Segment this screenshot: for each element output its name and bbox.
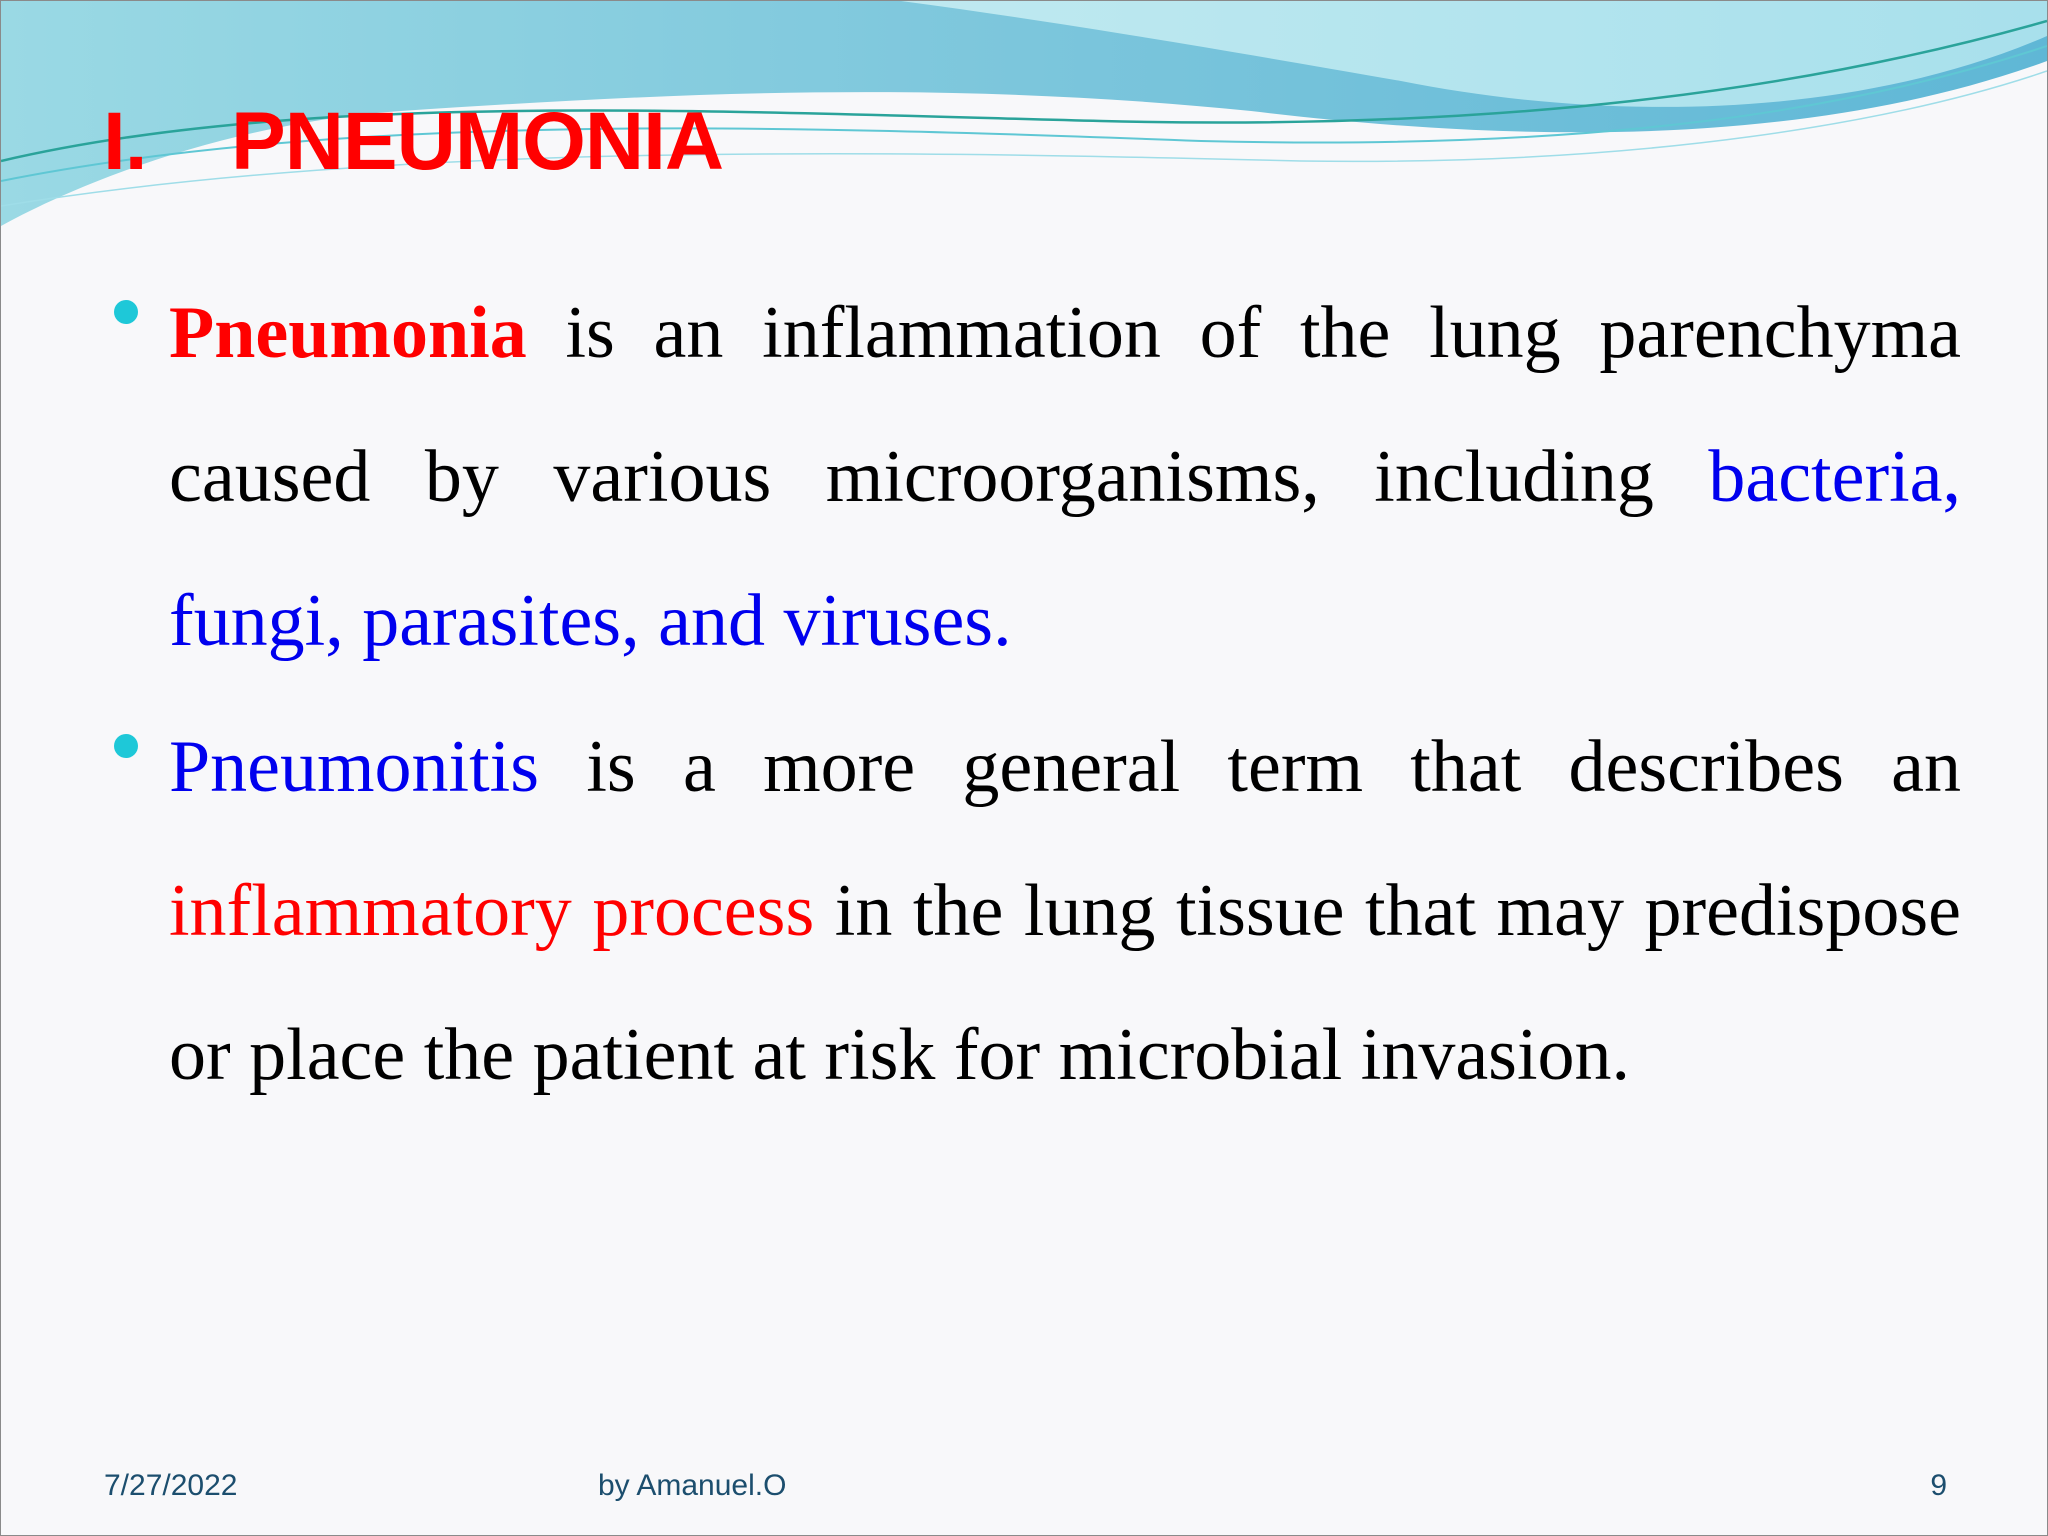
footer-author: by Amanuel.O xyxy=(598,1469,787,1502)
bullet-item xyxy=(111,261,1961,693)
bullet-dot-icon xyxy=(114,734,138,758)
footer-page-number: 9 xyxy=(1930,1469,1947,1502)
bullet-item xyxy=(111,695,1961,1127)
bullet-dot-icon xyxy=(114,300,138,324)
inflammatory-process-highlight: inflammatory process xyxy=(169,870,815,952)
microorganism-list: bacteria, fungi, parasites, and viruses. xyxy=(169,436,1961,662)
title-number: I. xyxy=(103,96,147,187)
slide-title xyxy=(103,96,724,187)
footer-date: 7/27/2022 xyxy=(104,1469,238,1502)
definition-text: is an inflammation of the lung parenchyma caused by various microorganisms, including xyxy=(169,292,1961,518)
definition-text: is a more general term that describes an xyxy=(539,726,1961,808)
bullet-text xyxy=(169,261,1961,693)
definition-text-continued: in the lung tissue that may predispose or place the patient at risk for microbial invasion. xyxy=(169,870,1961,1096)
bullet-list xyxy=(111,261,1961,1129)
term-pneumonia: Pneumonia xyxy=(169,292,527,374)
title-text: PNEUMONIA xyxy=(231,96,724,187)
bullet-text xyxy=(169,695,1961,1127)
term-pneumonitis: Pneumonitis xyxy=(169,726,540,808)
